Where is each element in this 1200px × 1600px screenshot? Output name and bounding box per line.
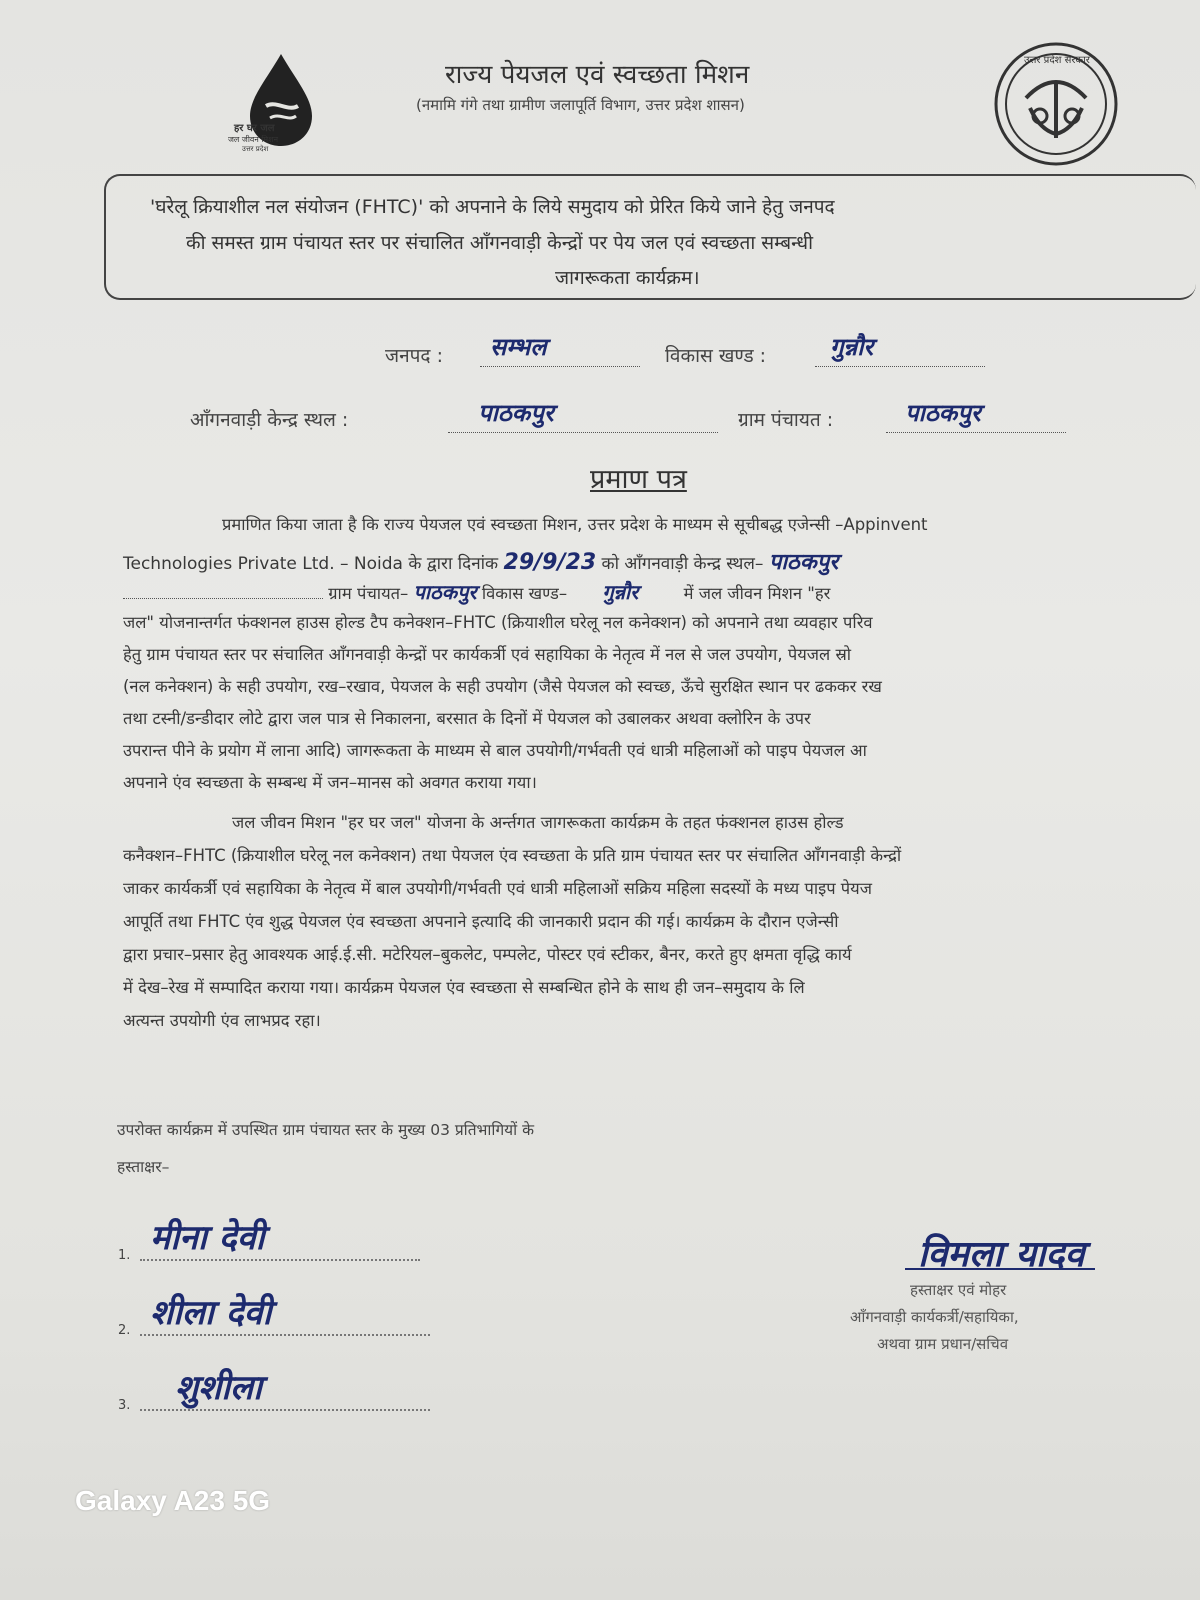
program-date: 29/9/23 [503,550,597,575]
janpad-label: जनपद : [385,345,443,367]
body-p1-line-2-text-a: Technologies Private Ltd. – Noida के द्वारा दिनांक [123,554,499,574]
body-p1-line-8: उपरान्त पीने के प्रयोग में लाना आदि) जागरूकता के माध्यम से बाल उपयोगी/गर्भवती एवं धात्री महिलाओं को पाइप पेयजल आ [123,741,867,760]
participant-number: 3. [118,1398,131,1413]
body-p2-line-1: जल जीवन मिशन "हर घर जल" योजना के अर्न्तगत जागरूकता कार्यक्रम के तहत फंक्शनल हाउस होल्ड [232,813,844,832]
participant-signature: मीना देवी [150,1218,265,1258]
body-p2-line-5: द्वारा प्रचार–प्रसार हेतु आवश्यक आई.ई.सी. मटेरियल–बुकलेट, पम्पलेट, पोस्टर एवं स्टीकर, बैनर, करते हुए क्षमता वृद्धि कार्य [123,945,852,964]
body-p1-line-6: (नल कनेक्शन) के सही उपयोग, रख–रखाव, पेयजल के सही उपयोग (जैसे पेयजल को स्वच्छ, ऊँचे सुरक्षित स्थान पर ढककर रख [123,677,882,696]
vikas-khand-label: विकास खण्ड : [665,345,767,367]
banner-line-3: जागरूकता कार्यक्रम। [555,267,700,289]
participants-intro: उपरोक्त कार्यक्रम में उपस्थित ग्राम पंचायत स्तर के मुख्य 03 प्रतिभागियों के [117,1121,535,1139]
signatory-line-3: अथवा ग्राम प्रधान/सचिव [877,1335,1009,1353]
anganwadi-place-value: पाठकपुर [768,550,839,575]
vikas-khand-value: गुन्नौर [830,333,874,361]
body-p1-line-3-text-a: ग्राम पंचायत– [328,584,409,603]
camera-watermark: Galaxy A23 5G [75,1485,271,1516]
body-p1-line-2 [123,546,838,576]
participant-number: 1. [118,1248,131,1263]
vikas-khand-inline-value: गुन्नौर [602,580,639,604]
banner-line-2: की समस्त ग्राम पंचायत स्तर पर संचालित आँगनवाड़ी केन्द्रों पर पेय जल एवं स्वच्छता सम्बन्धी [186,232,814,254]
body-p2-line-3: जाकर कार्यकर्त्री एवं सहायिका के नेतृत्व में बाल उपयोगी/गर्भवती एवं धात्री महिलाओं सक्रिय महिला सदस्यों के मध्य पाइप पेयज [123,879,872,898]
body-p1-line-1: प्रमाणित किया जाता है कि राज्य पेयजल एवं स्वच्छता मिशन, उत्तर प्रदेश के माध्यम से सूचीबद्ध एजेन्सी –Appinvent [222,515,928,534]
gram-panchayat-value: पाठकपुर [905,399,981,427]
gram-panchayat-label: ग्राम पंचायत : [738,409,834,431]
up-government-emblem [990,38,1122,170]
body-p1-line-4: जल" योजनान्तर्गत फंक्शनल हाउस होल्ड टैप कनेक्शन–FHTC (क्रियाशील घरेलू नल कनेक्शन) को अपनाने तथा व्यवहार परिव [123,613,873,632]
body-p1-line-3 [123,578,830,605]
anganwadi-value: पाठकपुर [478,399,554,427]
participants-signature-label: हस्ताक्षर– [117,1158,170,1176]
anganwadi-worker-signature: विमला यादव [918,1234,1085,1275]
janpad-value: सम्भल [490,333,547,361]
gram-panchayat-inline-value: पाठकपुर [413,580,477,604]
body-p1-line-9: अपनाने एंव स्वच्छता के सम्बन्ध में जन–मानस को अवगत कराया गया। [123,773,537,792]
har-ghar-jal-logo [228,50,326,160]
dotline-blank [123,598,323,599]
body-p2-line-4: आपूर्ति तथा FHTC एंव शुद्ध पेयजल एंव स्वच्छता अपनाने इत्यादि की जानकारी प्रदान की गई। कार्यक्रम के दौरान एजेन्सी [123,912,839,931]
logo-subtext-2: उत्तर प्रदेश [242,145,269,153]
anganwadi-label: आँगनवाड़ी केन्द्र स्थल : [190,409,349,431]
signature-underline [905,1268,1095,1270]
participant-number: 2. [118,1323,131,1338]
body-p1-line-5: हेतु ग्राम पंचायत स्तर पर संचालित आँगनवाड़ी केन्द्रों पर कार्यकर्त्री एवं सहायिका के नेतृत्व में नल से जल उपयोग, पेयजल स्रो [123,645,852,664]
logo-text: हर घर जल [234,123,275,134]
mission-title: राज्य पेयजल एवं स्वच्छता मिशन [445,60,750,90]
body-p2-line-7: अत्यन्त उपयोगी एंव लाभप्रद रहा। [123,1011,321,1030]
body-p2-line-2: कनैक्शन–FHTC (क्रियाशील घरेलू नल कनेक्शन) तथा पेयजल एंव स्वच्छता के प्रति ग्राम पंचायत स्तर पर संचालित आँगनवाड़ी केन्द्रों [123,846,902,865]
participant-signature: शीला देवी [150,1293,272,1333]
certificate-title: प्रमाण पत्र [590,464,687,495]
signatory-line-2: आँगनवाड़ी कार्यकर्त्री/सहायिका, [850,1308,1019,1326]
body-p1-line-7: तथा टस्नी/डन्डीदार लोटे द्वारा जल पात्र से निकालना, बरसात के दिनों में पेयजल को उबालकर अथवा क्लोरिन के उपर [123,709,811,728]
logo-subtext: जल जीवन मिशन [228,135,279,144]
body-p1-line-2-text-b: को आँगनवाड़ी केन्द्र स्थल– [601,554,764,574]
participant-signature: शुशीला [175,1368,262,1408]
body-p1-line-3-text-b: विकास खण्ड– [481,584,568,603]
body-p2-line-6: में देख–रेख में सम्पादित कराया गया। कार्यक्रम पेयजल एंव स्वच्छता से सम्बन्धित होने के साथ ही जन–समुदाय के लि [123,978,805,997]
signatory-line-1: हस्ताक्षर एवं मोहर [910,1281,1007,1299]
mission-subtitle: (नमामि गंगे तथा ग्रामीण जलापूर्ति विभाग, उत्तर प्रदेश शासन) [416,96,745,114]
emblem-text: उत्तर प्रदेश सरकार [1024,55,1090,66]
body-p1-line-3-text-c: में जल जीवन मिशन "हर [683,584,831,603]
banner-line-1: 'घरेलू क्रियाशील नल संयोजन (FHTC)' को अपनाने के लिये समुदाय को प्रेरित किये जाने हेतु जनपद [150,196,835,218]
